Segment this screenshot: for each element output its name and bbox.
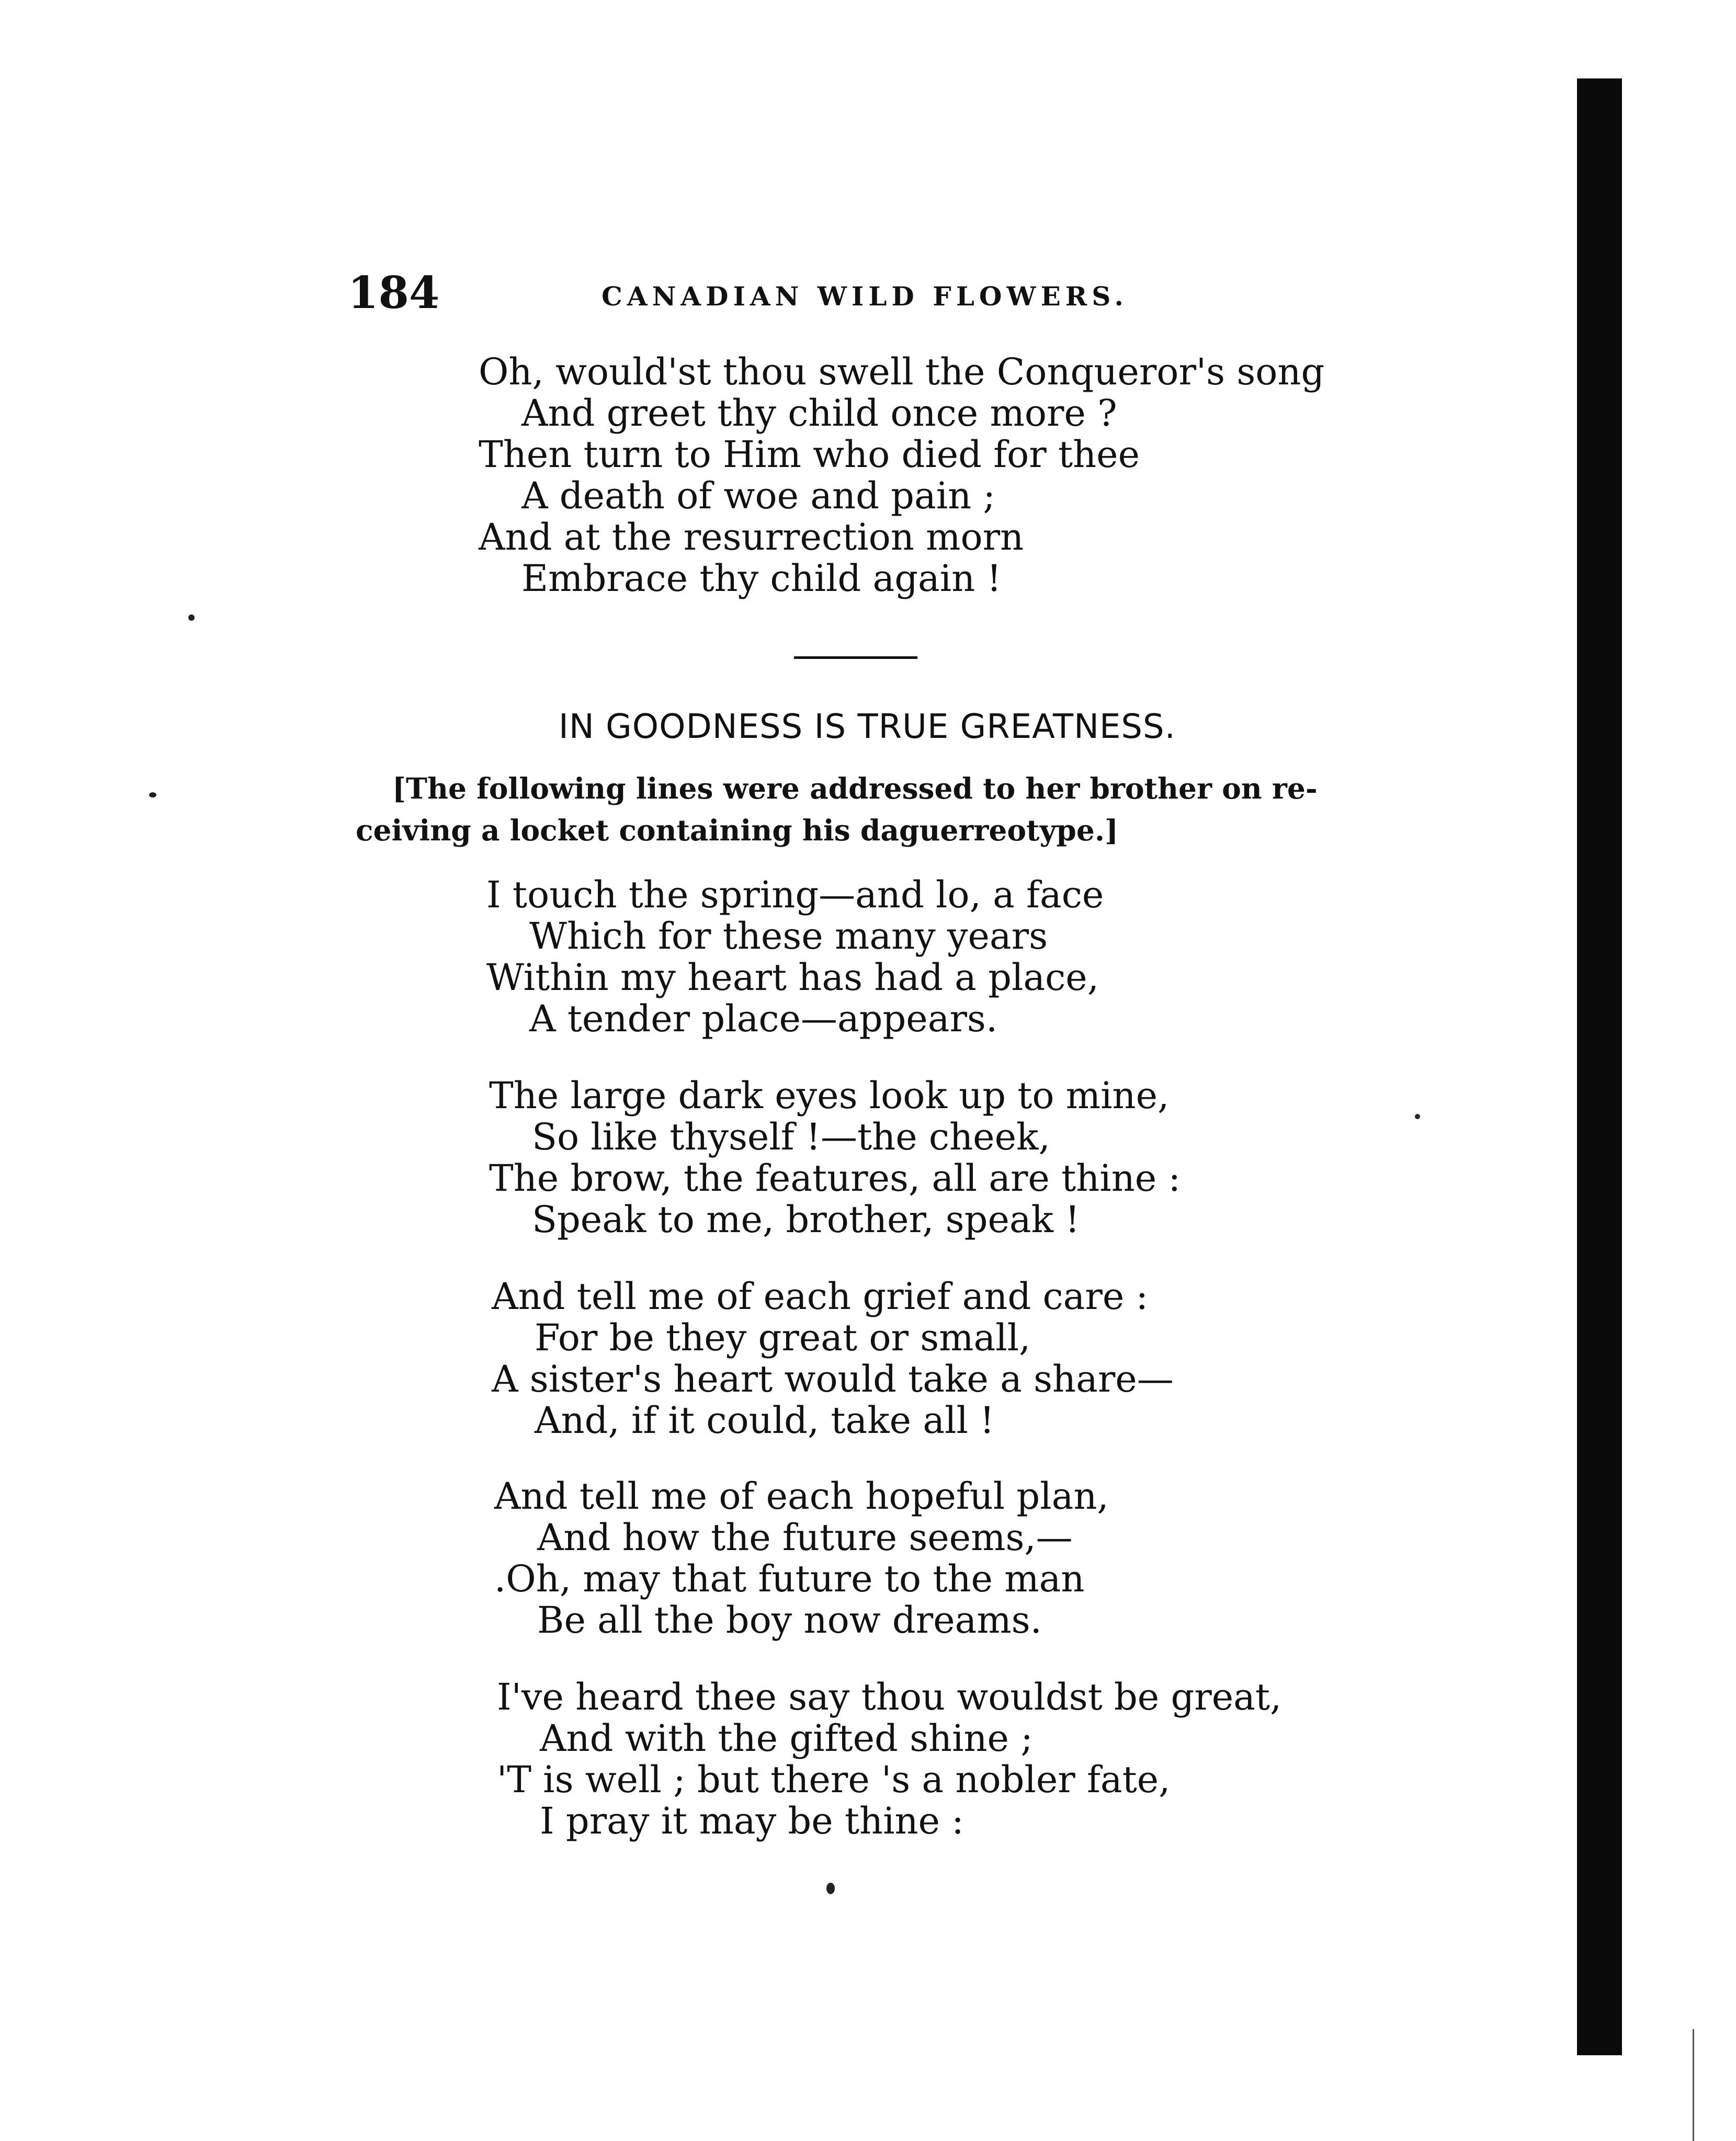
verse-line: And, if it could, take all ! [535,1399,995,1442]
headnote-line: ceiving a locket containing his daguerreotype.] [356,813,1119,847]
poem-headnote [356,768,1360,851]
verse-line: I pray it may be thine : [540,1800,964,1842]
verse-line: And with the gifted shine ; [540,1717,1033,1760]
verse-line: And at the resurrection morn [479,516,1024,559]
page-edge-line [1693,2029,1694,2141]
stanza-5 [497,1677,1281,1842]
ink-speck [149,792,156,798]
verse-line: The large dark eyes look up to mine, [489,1074,1170,1117]
verse-line: Then turn to Him who died for thee [479,433,1140,476]
page-number: 184 [348,267,440,318]
stanza-2 [489,1075,1181,1240]
stanza-3 [492,1276,1174,1441]
verse-line: And how the future seems,— [537,1516,1073,1559]
verse-line: Oh, would'st thou swell the Conqueror's song [479,350,1325,393]
ink-speck [826,1883,835,1894]
section-divider [794,656,917,659]
ink-speck [1415,1114,1420,1119]
stanza-4 [494,1476,1109,1641]
verse-line: And tell me of each hopeful plan, [494,1475,1109,1518]
verse-line: A sister's heart would take a share— [492,1358,1174,1400]
verse-line: A death of woe and pain ; [521,474,996,517]
verse-line: Be all the boy now dreams. [537,1599,1042,1642]
verse-line: I've heard thee say thou wouldst be great, [497,1676,1282,1718]
verse-line: And greet thy child once more ? [521,392,1117,435]
verse-line: Within my heart has had a place, [486,956,1099,999]
verse-line: Which for these many years [529,915,1048,958]
verse-line: And tell me of each grief and care : [492,1275,1149,1318]
headnote-line: [The following lines were addressed to her brother on re- [392,771,1318,805]
poem-title: IN GOODNESS IS TRUE GREATNESS. [559,708,1176,746]
verse-line: A tender place—appears. [529,997,998,1040]
verse-line: .Oh, may that future to the man [494,1557,1085,1600]
verse-line: The brow, the features, all are thine : [489,1157,1181,1200]
previous-poem-ending [479,351,1324,599]
verse-line: I touch the spring—and lo, a face [486,873,1104,916]
verse-line: Speak to me, brother, speak ! [532,1198,1080,1241]
running-title: CANADIAN WILD FLOWERS. [602,281,1128,312]
page-edge-shadow [1577,78,1622,2055]
verse-line: 'T is well ; but there 's a nobler fate, [497,1758,1171,1801]
verse-line: So like thyself !—the cheek, [532,1115,1050,1158]
verse-line: Embrace thy child again ! [521,557,1002,600]
verse-line: For be they great or small, [535,1316,1031,1359]
ink-speck [188,614,195,621]
stanza-1 [486,874,1104,1040]
